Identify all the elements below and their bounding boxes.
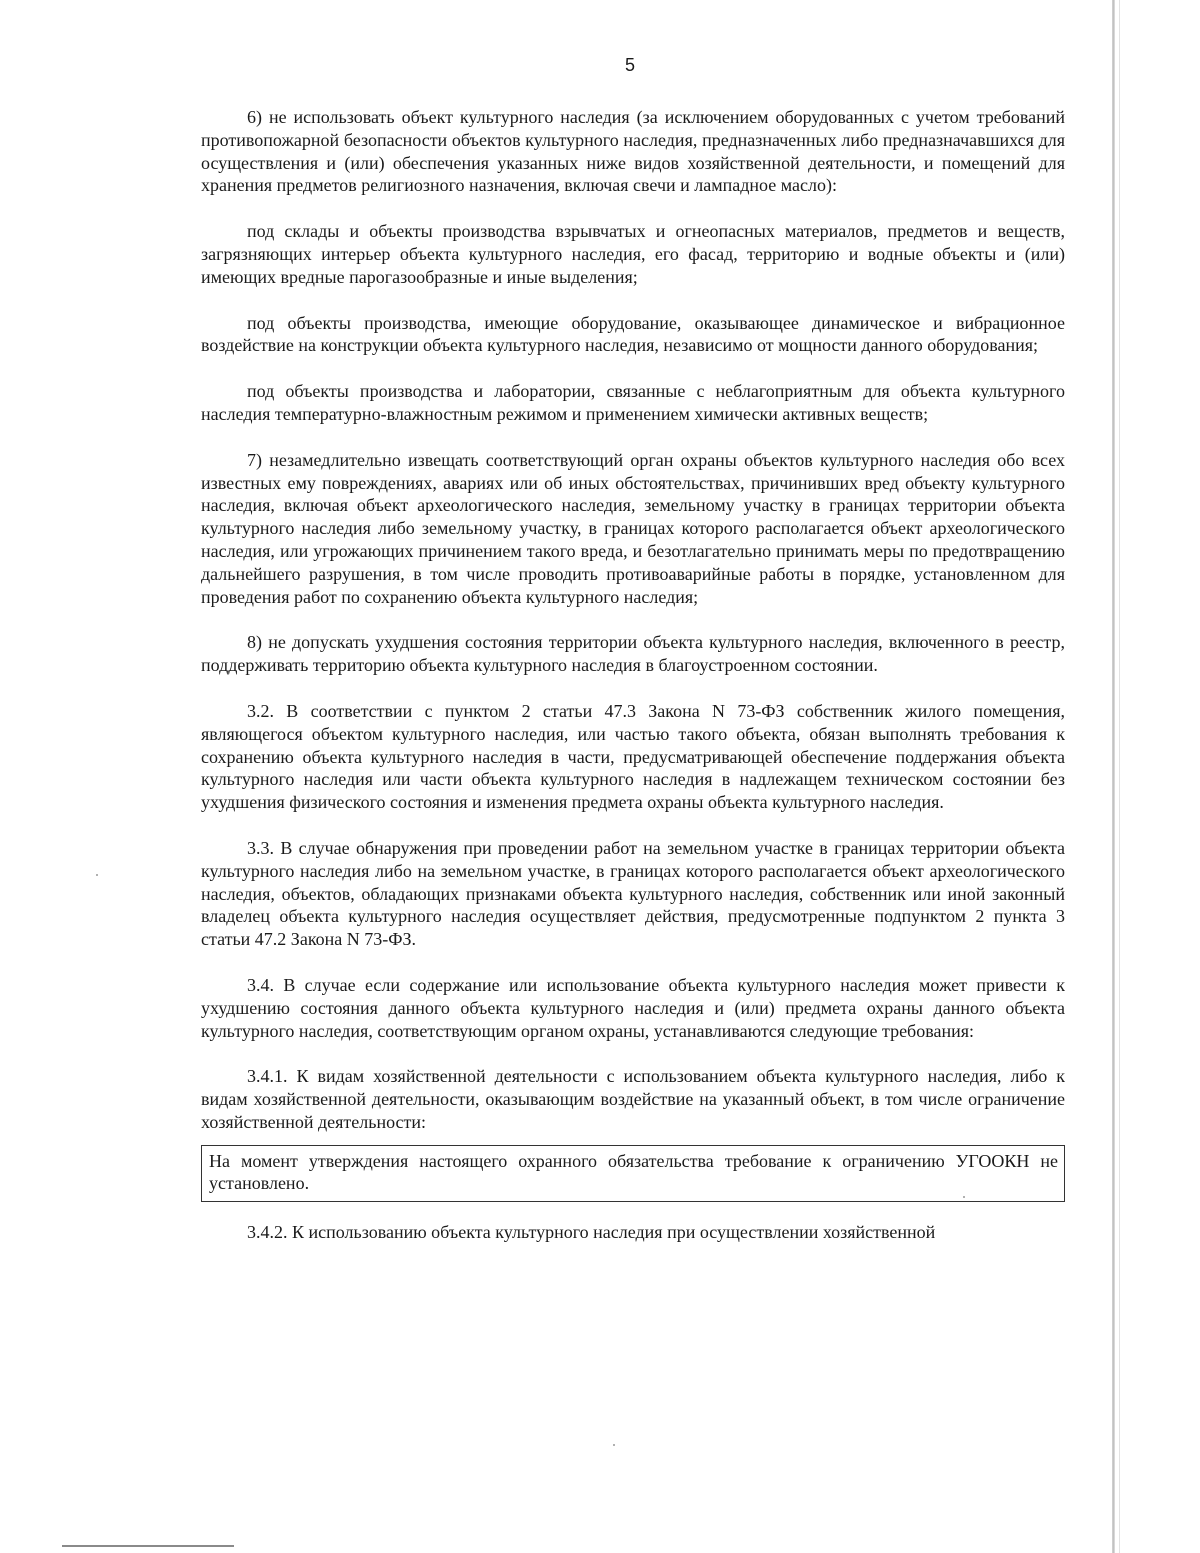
page-number: 5: [624, 55, 635, 75]
paragraph-production-equipment: под объекты производства, имеющие оборудование, оказывающее динамическое и вибрационное воздействие на конструкции объекта культурного наследия, независимо от мощности данного оборудования;: [201, 312, 1065, 356]
document-body: [201, 106, 1065, 1267]
paragraph-item-8: 8) не допускать ухудшения состояния территории объекта культурного наследия, включенного в реестр, поддерживать территорию объекта культурного наследия в благоустроенном состоянии.: [201, 632, 1065, 676]
notice-box: На момент утверждения настоящего охранного обязательства требование к ограничению УГООКН не установлено.: [201, 1145, 1065, 1203]
paragraph-3-4: 3.4. В случае если содержание или использование объекта культурного наследия может привести к ухудшению состояния данного объекта культурного наследия и (или) предмета охраны данного объекта культурного наследия, соответствующим органом охраны, устанавливаются следующие требования:: [201, 974, 1065, 1041]
paragraph-3-2: 3.2. В соответствии с пунктом 2 статьи 47.3 Закона N 73-ФЗ собственник жилого помещения, являющегося объектом культурного наследия, или частью такого объекта, обязан выполнять требования к сохранению объекта культурного наследия в части, предусматривающей обеспечение поддержания объекта культурного наследия или части объекта культурного наследия в надлежащем техническом состоянии без ухудшения физического состояния и изменения предмета охраны объекта культурного наследия.: [201, 700, 1065, 813]
paragraph-3-3: 3.3. В случае обнаружения при проведении работ на земельном участке в границах территории объекта культурного наследия либо на земельном участке, в границах которого располагается объект археологического наследия, объектов, обладающих признаками объекта культурного наследия, собственник или иной законный владелец объекта культурного наследия осуществляет действия, предусмотренные подпунктом 2 пункта 3 статьи 47.2 Закона N 73-ФЗ.: [201, 837, 1065, 950]
paragraph-item-7: 7) незамедлительно извещать соответствующий орган охраны объектов культурного наследия обо всех известных ему повреждениях, авариях или об иных обстоятельствах, причинивших вред объекту культурного наследия, включая объект археологического наследия, земельному участку в границах территории объекта культурного наследия либо земельному участку, в границах которого располагается объект археологического наследия, или угрожающих причинением такого вреда, и безотлагательно принимать меры по предотвращению дальнейшего разрушения, в том числе проводить противоаварийные работы в порядке, установленном для проведения работ по сохранению объекта культурного наследия;: [201, 449, 1065, 607]
paragraph-3-4-2: 3.4.2. К использованию объекта культурного наследия при осуществлении хозяйственной: [247, 1222, 936, 1243]
paragraph-laboratories: под объекты производства и лаборатории, связанные с неблагоприятным для объекта культурного наследия температурно-влажностным режимом и применением химически активных веществ;: [201, 381, 1065, 424]
scan-edge-artifact: [1119, 0, 1120, 1553]
paragraph-warehouses: под склады и объекты производства взрывчатых и огнеопасных материалов, предметов и веществ, загрязняющих интерьер объекта культурного наследия, его фасад, территорию и водные объекты и (или) имеющих вредные парогазообразные и иные выделения;: [201, 221, 1065, 287]
scan-bottom-line: [62, 1545, 234, 1547]
paragraph-3-4-1: 3.4.1. К видам хозяйственной деятельности с использованием объекта культурного наследия, либо к видам хозяйственной деятельности, оказывающим воздействие на указанный объект, в том числе ограничение хозяйственной деятельности:: [201, 1066, 1065, 1132]
scan-edge-artifact: [1112, 0, 1115, 1553]
scan-speck: [96, 874, 98, 876]
paragraph-item-6: 6) не использовать объект культурного наследия (за исключением оборудованных с учетом требований противопожарной безопасности объектов культурного наследия, предназначенных либо предназначавшихся для осуществления и (или) обеспечения указанных ниже видов хозяйственной деятельности, и помещений для хранения предметов религиозного назначения, включая свечи и лампадное масло):: [201, 107, 1065, 196]
scan-speck: [613, 1444, 615, 1446]
